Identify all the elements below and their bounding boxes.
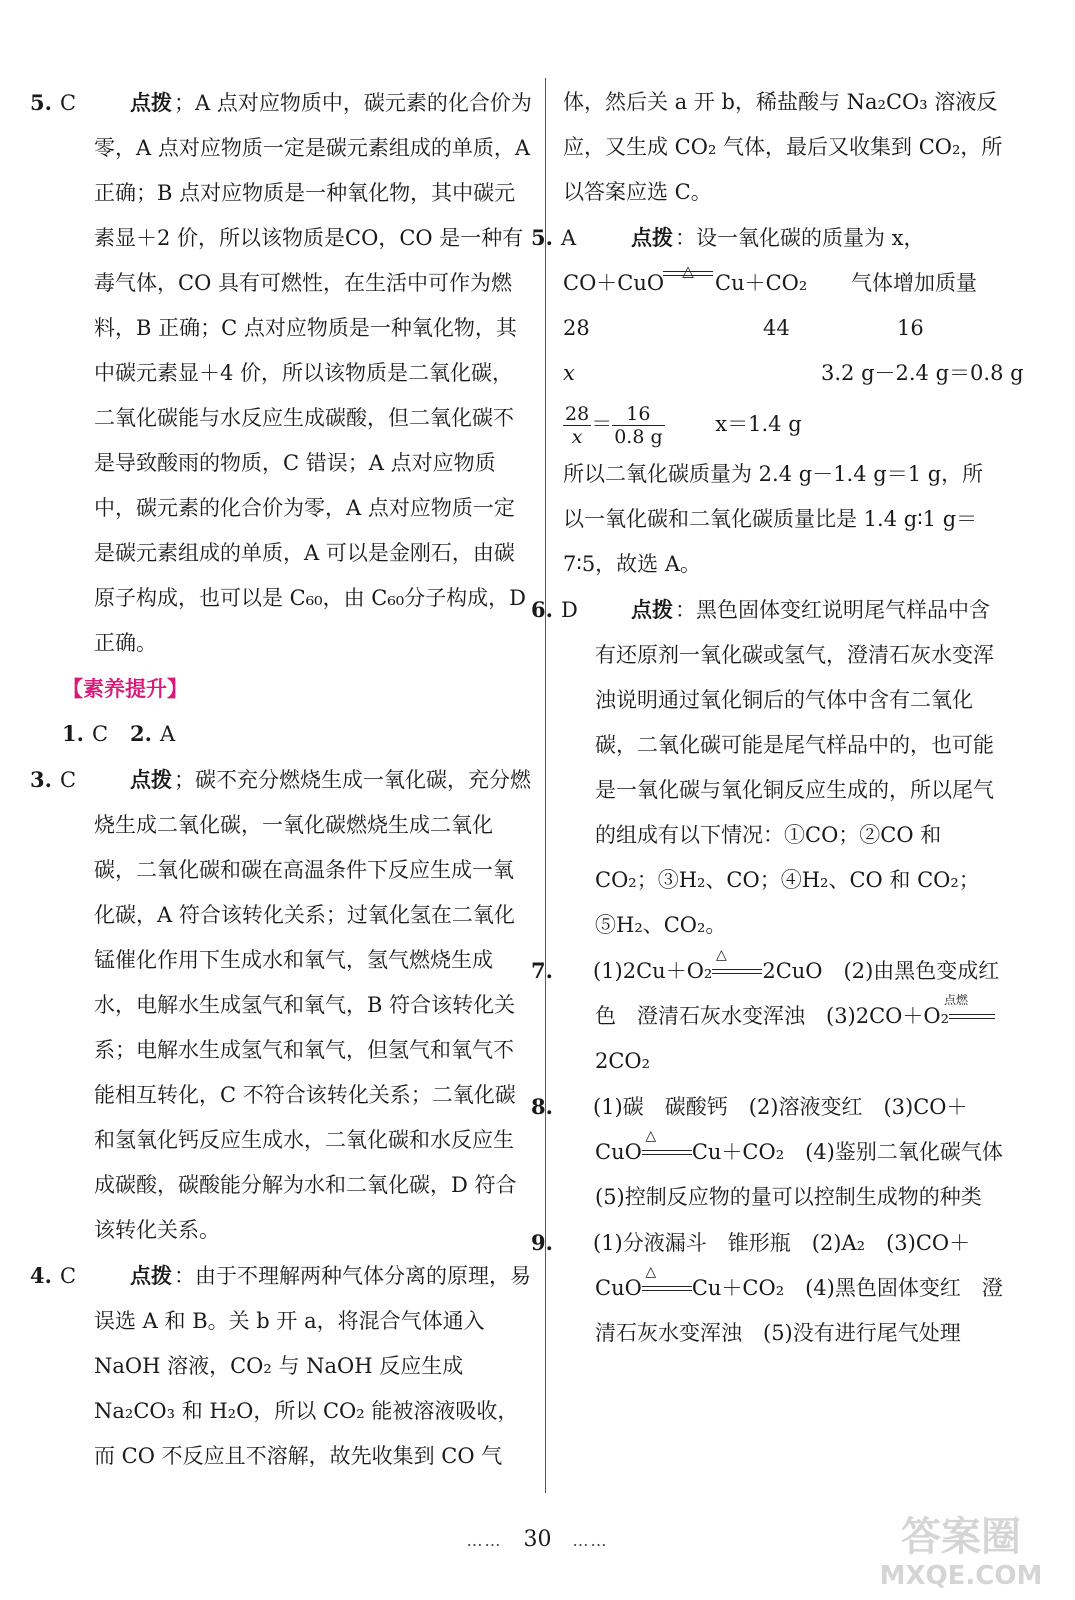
section-title: 【素养提升】: [62, 676, 188, 701]
answer-item-7: 7. (1)2Cu＋O₂ △ 2CuO (2)由黑色变成红色 澄清石灰水变浑浊 (3)2CO＋O₂ 点燃 2CO₂: [531, 946, 1000, 1073]
answer-item-3: 3. C 点拨；碳不充分燃烧生成一氧化碳，充分燃烧生成二氧化碳，一氧化碳燃烧生成二氧化碳，二氧化碳和碳在高温条件下反应生成一氧化碳，A 符合该转化关系；过氧化氢在二氧化锰催化作用下生成水和氧气，氢气燃烧生成水，电解水生成氢气和氧气，B 符合该转化关系；电解水生成氢气和氧气，但氢气和氧气不能相互转化，C 不符合该转化关系；二氧化碳和氢氧化钙反应生成水，二氧化碳和水反应生成碳酸，碳酸能分解为水和二氧化碳，D 符合该转化关系。: [30, 767, 531, 1242]
answer-item-9: 9. (1)分液漏斗 锥形瓶 (2)A₂ (3)CO＋CuO △ Cu＋CO₂ (4)黑色固体变红 澄清石灰水变浑浊 (5)没有进行尾气处理: [531, 1230, 1003, 1345]
equation-arrow: 点燃: [949, 1008, 995, 1028]
molar-mass-row: 28 44 16: [563, 316, 924, 340]
watermark-text: 答案圈: [901, 1514, 1021, 1560]
fraction-left: $\frac{28}{x}$: [565, 403, 590, 448]
page-footer: …… 30 ……: [466, 1527, 609, 1552]
mass-row: x 3.2 g－2.4 g＝0.8 g: [563, 361, 1024, 385]
left-column: [30, 80, 532, 1479]
equation-arrow: △: [642, 1144, 692, 1164]
reaction-equation: CO＋CuO △ Cu＋CO₂ 气体增加质量: [563, 261, 1003, 306]
watermark-domain: MXQE.COM: [879, 1561, 1043, 1591]
heat-condition: △: [682, 262, 694, 280]
page-number: 30: [523, 1527, 552, 1552]
answer-item-1-2: 1. C 2. A: [62, 721, 176, 746]
right-column: [531, 80, 1024, 1356]
answer-item-6: 6. D 点拨：黑色固体变红说明尾气样品中含有还原剂一氧化碳或氢气，澄清石灰水变浑浊说明通过氧化铜后的气体中含有二氧化碳，二氧化碳可能是尾气样品中的，也可能是一氧化碳与氧化铜反应生成的，所以尾气的组成有以下情况：①CO；②CO 和 CO₂；③H₂、CO；④H₂、CO 和 CO₂；⑤H₂、CO₂。: [531, 597, 994, 937]
proportion-row: $\frac{28}{x}$ ＝ $\frac{16}{0.8 g}$ x＝1.4 g: [565, 403, 802, 448]
answer-item-5b: 5. A 点拨：设一氧化碳的质量为 x，: [531, 225, 925, 250]
answer-item-5b-conclusion: 所以二氧化碳质量为 2.4 g－1.4 g＝1 g，所以一氧化碳和二氧化碳质量比是 1.4 g∶1 g＝7∶5，故选 A。: [563, 462, 984, 576]
answer-item-8: 8. (1)碳 碳酸钙 (2)溶液变红 (3)CO＋CuO △ Cu＋CO₂ (4)鉴别二氧化碳气体 (5)控制反应物的量可以控制生成物的种类: [531, 1094, 1024, 1209]
answer-item-4: 4. C 点拨：由于不理解两种气体分离的原理，易误选 A 和 B。关 b 开 a，将混合气体通入 NaOH 溶液，CO₂ 与 NaOH 反应生成 Na₂CO₃ 和 H₂O，所以 CO₂ 能被溶液吸收，而 CO 不反应且不溶解，故先收集到 CO 气: [30, 1263, 531, 1468]
equals-sign: [663, 271, 713, 276]
column-divider: [545, 78, 546, 1493]
equation-arrow: △: [712, 963, 762, 983]
equation-arrow: △: [642, 1280, 692, 1300]
answer-item-5: 5. C 点拨；A 点对应物质中，碳元素的化合价为零，A 点对应物质一定是碳元素组成的单质，A 正确；B 点对应物质是一种氧化物，其中碳元素显＋2 价，所以该物质是CO，CO 是一种有毒气体，CO 具有可燃性，在生活中可作为燃料，B 正确；C 点对应物质是一种氧化物，其中碳元素显＋4 价，所以该物质是二氧化碳，二氧化碳能与水反应生成碳酸，但二氧化碳不是导致酸雨的物质，C 错误；A 点对应物质中，碳元素的化合价为零，A 点对应物质一定是碳元素组成的单质，A 可以是金刚石，由碳原子构成，也可以是 C₆₀，由 C₆₀分子构成，D 正确。: [30, 90, 532, 655]
fraction-right: $\frac{16}{0.8 g}$: [614, 403, 663, 448]
watermark-logo: [861, 1506, 1061, 1592]
answer-item-4-continued: 体，然后关 a 开 b，稀盐酸与 Na₂CO₃ 溶液反应，又生成 CO₂ 气体，最后又收集到 CO₂，所以答案应选 C。: [563, 90, 1003, 204]
